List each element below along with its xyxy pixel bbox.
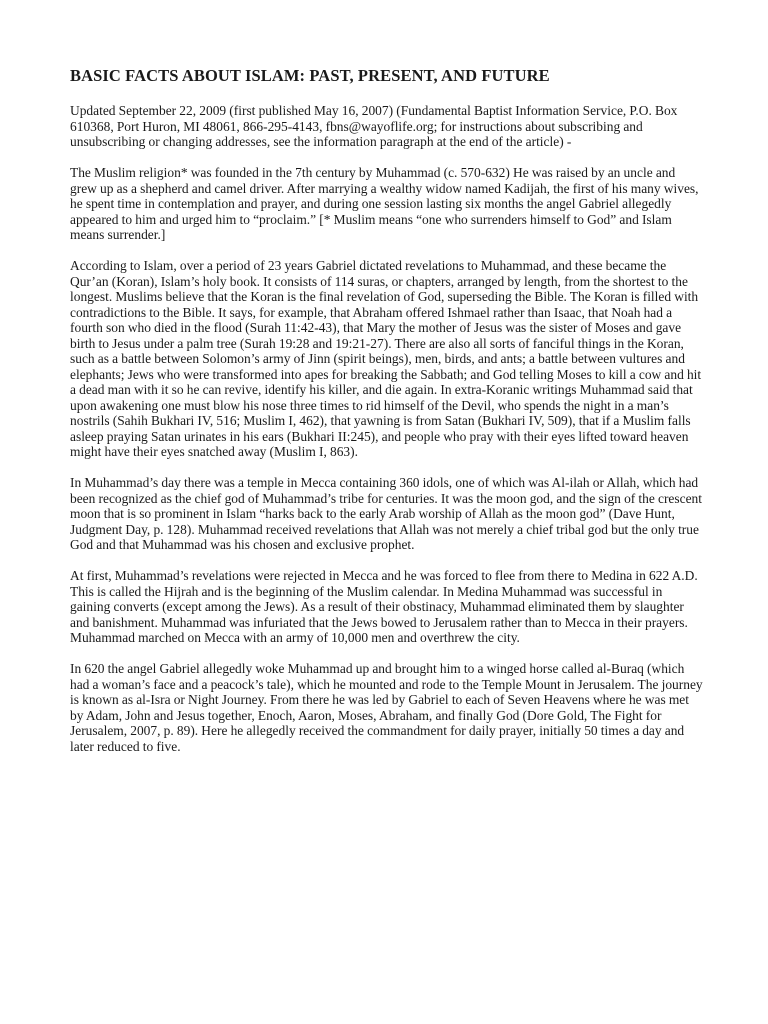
document-page [70,66,704,770]
paragraph-mecca-temple: In Muhammad’s day there was a temple in Mecca containing 360 idols, one of which was Al-ilah or Allah, which had been recognized as the chief god of Muhammad’s tribe for centuries. It was the moon god, and the sign of the crescent moon that is so prominent in Islam “harks back to the early Arab worship of Allah as the moon god” (Dave Hunt, Judgment Day, p. 128). Muhammad received revelations that Allah was not merely a chief tribal god but the only true God and that Muhammad was his chosen and exclusive prophet. [70,475,703,552]
paragraph-night-journey: In 620 the angel Gabriel allegedly woke Muhammad up and brought him to a winged horse called al-Buraq (which had a woman’s face and a peacock’s tale), which he mounted and rode to the Temple Mount in Jerusalem. The journey is known as al-Isra or Night Journey. From there he was led by Gabriel to each of Seven Heavens where he was met by Adam, John and Jesus together, Enoch, Aaron, Moses, Abraham, and finally God (Dore Gold, The Fight for Jerusalem, 2007, p. 89). Here he allegedly received the commandment for daily prayer, initially 50 times a day and later reduced to five. [70,661,703,754]
document-title: BASIC FACTS ABOUT ISLAM: PAST, PRESENT, AND FUTURE [70,66,550,85]
paragraph-hijrah: At first, Muhammad’s revelations were rejected in Mecca and he was forced to flee from there to Medina in 622 A.D. This is called the Hijrah and is the beginning of the Muslim calendar. In Medina Muhammad was successful in gaining converts (except among the Jews). As a result of their obstinacy, Muhammad eliminated them by slaughter and banishment. Muhammad was infuriated that the Jews bowed to Jerusalem rather than to Mecca in their prayers. Muhammad marched on Mecca with an army of 10,000 men and overthrew the city. [70,568,698,645]
paragraph-header-info: Updated September 22, 2009 (first published May 16, 2007) (Fundamental Baptist Information Service, P.O. Box 610368, Port Huron, MI 48061, 866-295-4143, fbns@wayoflife.org; for instructions about subscribing and unsubscribing or changing addresses, see the information paragraph at the end of the article) - [70,103,678,149]
paragraph-koran: According to Islam, over a period of 23 years Gabriel dictated revelations to Muhammad, and these became the Qur’an (Koran), Islam’s holy book. It consists of 114 suras, or chapters, arranged by length, from the shortest to the longest. Muslims believe that the Koran is the final revelation of God, superseding the Bible. The Koran is filled with contradictions to the Bible. It says, for example, that Abraham offered Ishmael rather than Isaac, that Noah had a fourth son who died in the flood (Surah 11:42-43), that Mary the mother of Jesus was the sister of Moses and gave birth to Jesus under a palm tree (Surah 19:28 and 19:21-27). There are also all sorts of fanciful things in the Koran, such as a battle between Solomon’s army of Jinn (spirit beings), men, birds, and ants; a battle between vultures and elephants; Jews who were transformed into apes for breaking the Sabbath; and God telling Moses to kill a cow and hit a dead man with it so he can revive, identify his killer, and die again. In extra-Koranic writings Muhammad said that upon awakening one must blow his nose three times to rid himself of the Devil, who spends the night in a man’s nostrils (Sahih Bukhari IV, 516; Muslim I, 462), that yawning is from Satan (Bukhari IV, 509), that if a Muslim falls asleep praying Satan urinates in his ears (Bukhari II:245), and people who pray with their eyes lifted toward heaven might have their eyes snatched away (Muslim I, 863). [70,258,702,459]
paragraph-muslim-religion: The Muslim religion* was founded in the 7th century by Muhammad (c. 570-632) He was raised by an uncle and grew up as a shepherd and camel driver. After marrying a wealthy widow named Kadijah, the first of his many wives, he spent time in contemplation and prayer, and during one session lasting six months the angel Gabriel allegedly appeared to him and urged him to “proclaim.” [* Muslim means “one who surrenders himself to God” and Islam means surrender.] [70,165,699,242]
